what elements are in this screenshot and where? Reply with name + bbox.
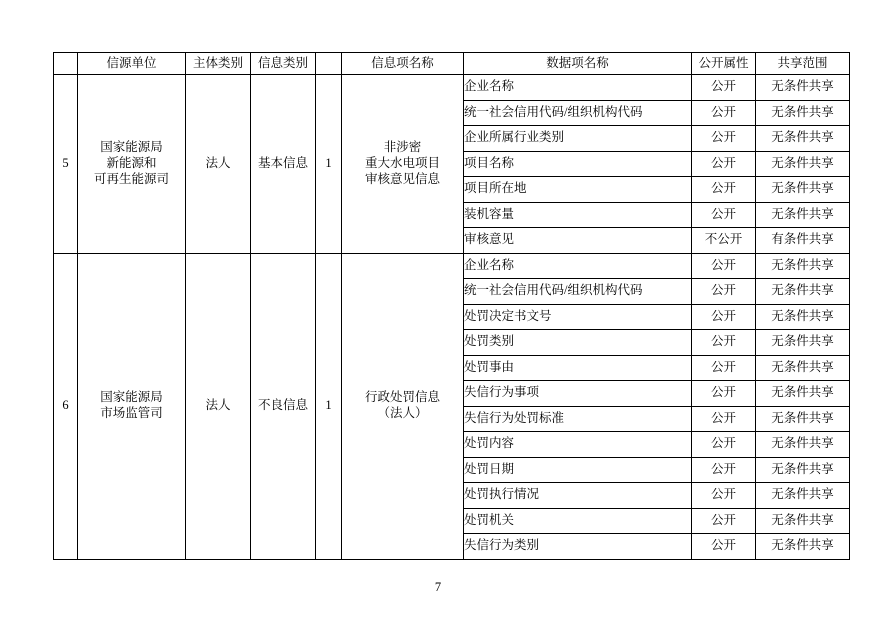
header-source-unit: 信源单位	[78, 53, 186, 75]
cell-share-scope: 无条件共享	[756, 253, 850, 279]
cell-open-attr: 不公开	[692, 228, 756, 254]
cell-data-item: 企业所属行业类别	[464, 126, 692, 152]
cell-data-item: 失信行为类别	[464, 534, 692, 560]
cell-data-item: 处罚机关	[464, 508, 692, 534]
cell-share-scope: 无条件共享	[756, 432, 850, 458]
cell-share-scope: 无条件共享	[756, 534, 850, 560]
cell-open-attr: 公开	[692, 508, 756, 534]
cell-share-scope: 无条件共享	[756, 355, 850, 381]
cell-open-attr: 公开	[692, 75, 756, 101]
cell-open-attr: 公开	[692, 381, 756, 407]
cell-open-attr: 公开	[692, 100, 756, 126]
cell-source-unit-5: 国家能源局 新能源和 可再生能源司	[78, 75, 186, 254]
cell-data-item: 装机容量	[464, 202, 692, 228]
cell-info-category-5: 基本信息	[251, 75, 316, 254]
header-item-name: 信息项名称	[342, 53, 464, 75]
cell-count-5: 1	[316, 75, 342, 254]
header-count	[316, 53, 342, 75]
cell-count-6: 1	[316, 253, 342, 559]
cell-share-scope: 无条件共享	[756, 457, 850, 483]
cell-share-scope: 无条件共享	[756, 151, 850, 177]
header-data-item: 数据项名称	[464, 53, 692, 75]
cell-index-6: 6	[54, 253, 78, 559]
cell-data-item: 项目名称	[464, 151, 692, 177]
cell-data-item: 失信行为事项	[464, 381, 692, 407]
cell-share-scope: 无条件共享	[756, 177, 850, 203]
cell-data-item: 处罚决定书文号	[464, 304, 692, 330]
cell-open-attr: 公开	[692, 253, 756, 279]
cell-share-scope: 无条件共享	[756, 381, 850, 407]
cell-share-scope: 无条件共享	[756, 126, 850, 152]
cell-share-scope: 无条件共享	[756, 330, 850, 356]
cell-open-attr: 公开	[692, 151, 756, 177]
cell-item-name-5: 非涉密 重大水电项目 审核意见信息	[342, 75, 464, 254]
cell-share-scope: 无条件共享	[756, 304, 850, 330]
cell-open-attr: 公开	[692, 330, 756, 356]
cell-open-attr: 公开	[692, 126, 756, 152]
cell-subject-type-5: 法人	[186, 75, 251, 254]
data-catalog-table-wrap	[53, 52, 834, 560]
cell-data-item: 处罚内容	[464, 432, 692, 458]
cell-share-scope: 无条件共享	[756, 100, 850, 126]
table-row	[54, 75, 850, 101]
data-catalog-table	[53, 52, 850, 560]
cell-data-item: 审核意见	[464, 228, 692, 254]
cell-index-5: 5	[54, 75, 78, 254]
cell-share-scope: 无条件共享	[756, 75, 850, 101]
cell-item-name-6: 行政处罚信息 （法人）	[342, 253, 464, 559]
table-header	[54, 53, 850, 75]
cell-open-attr: 公开	[692, 279, 756, 305]
header-info-category: 信息类别	[251, 53, 316, 75]
cell-open-attr: 公开	[692, 483, 756, 509]
cell-open-attr: 公开	[692, 304, 756, 330]
header-share-scope: 共享范围	[756, 53, 850, 75]
cell-data-item: 统一社会信用代码/组织机构代码	[464, 279, 692, 305]
cell-data-item: 企业名称	[464, 75, 692, 101]
cell-share-scope: 无条件共享	[756, 202, 850, 228]
cell-share-scope: 无条件共享	[756, 406, 850, 432]
cell-data-item: 处罚事由	[464, 355, 692, 381]
cell-open-attr: 公开	[692, 432, 756, 458]
table-row	[54, 253, 850, 279]
cell-share-scope: 有条件共享	[756, 228, 850, 254]
cell-share-scope: 无条件共享	[756, 483, 850, 509]
header-subject-type: 主体类别	[186, 53, 251, 75]
cell-open-attr: 公开	[692, 406, 756, 432]
table-header-row	[54, 53, 850, 75]
cell-source-unit-6: 国家能源局 市场监管司	[78, 253, 186, 559]
header-open-attr: 公开属性	[692, 53, 756, 75]
cell-data-item: 失信行为处罚标准	[464, 406, 692, 432]
cell-info-category-6: 不良信息	[251, 253, 316, 559]
cell-open-attr: 公开	[692, 177, 756, 203]
header-index	[54, 53, 78, 75]
cell-share-scope: 无条件共享	[756, 279, 850, 305]
cell-data-item: 企业名称	[464, 253, 692, 279]
cell-data-item: 统一社会信用代码/组织机构代码	[464, 100, 692, 126]
cell-share-scope: 无条件共享	[756, 508, 850, 534]
cell-data-item: 处罚日期	[464, 457, 692, 483]
cell-open-attr: 公开	[692, 534, 756, 560]
cell-open-attr: 公开	[692, 457, 756, 483]
cell-open-attr: 公开	[692, 202, 756, 228]
cell-data-item: 处罚类别	[464, 330, 692, 356]
cell-open-attr: 公开	[692, 355, 756, 381]
cell-subject-type-6: 法人	[186, 253, 251, 559]
cell-data-item: 项目所在地	[464, 177, 692, 203]
cell-data-item: 处罚执行情况	[464, 483, 692, 509]
table-body	[54, 75, 850, 560]
page-number: 7	[434, 580, 442, 594]
